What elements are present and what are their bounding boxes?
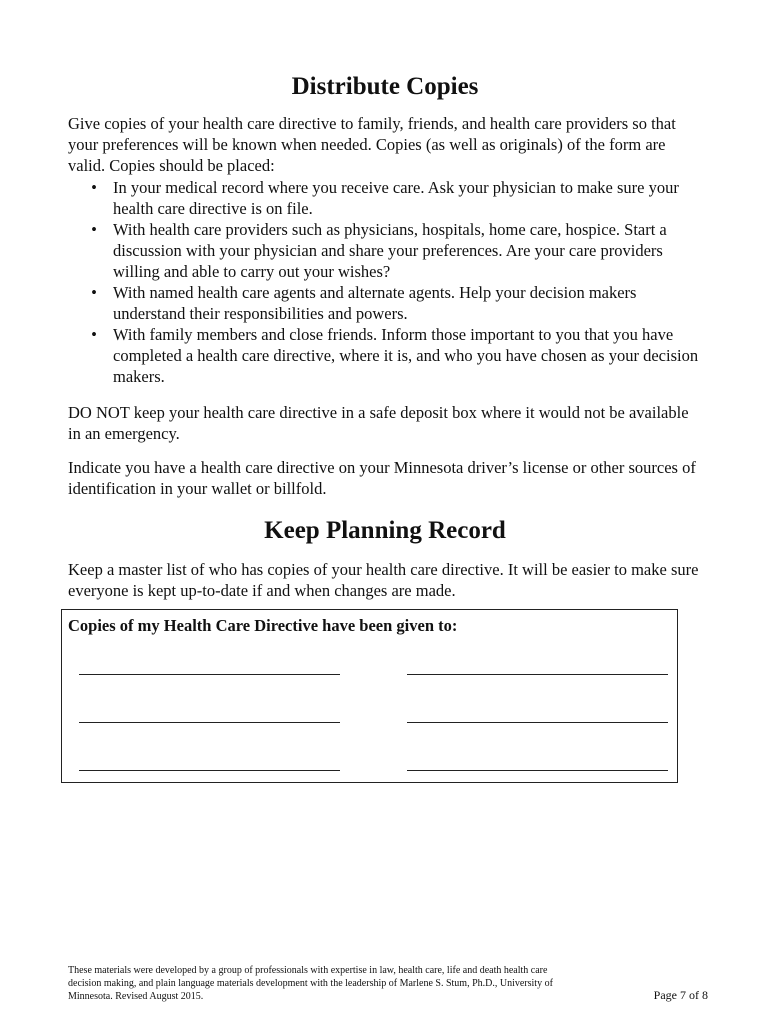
bullet-icon: • bbox=[91, 283, 97, 302]
bullet-item bbox=[68, 282, 700, 324]
bullet-text: In your medical record where you receive care. Ask your physician to make sure your health care directive is on file. bbox=[113, 178, 679, 218]
keep-intro-paragraph: Keep a master list of who has copies of your health care directive. It will be easier to make sure everyone is kept up-to-date if and when changes are made. bbox=[68, 560, 699, 600]
recipient-fill-line[interactable] bbox=[79, 770, 340, 771]
recipient-fill-line[interactable] bbox=[407, 722, 668, 723]
indicate-paragraph: Indicate you have a health care directive on your Minnesota driver’s license or other sources of identification in your wallet or billfold. bbox=[68, 458, 696, 498]
bullet-text: With family members and close friends. Inform those important to you that you have completed a health care directive, where it is, and who you have chosen as your decision makers. bbox=[113, 325, 699, 386]
section-heading-keep-planning-record: Keep Planning Record bbox=[264, 517, 506, 544]
distribute-intro-paragraph: Give copies of your health care directive to family, friends, and health care providers so that your preferences will be known when needed. Copies (as well as originals) of the form are valid. Copies should be placed: bbox=[68, 114, 676, 175]
recipient-fill-line[interactable] bbox=[407, 674, 668, 675]
bullet-icon: • bbox=[91, 325, 97, 344]
page-number: Page 7 of 8 bbox=[653, 988, 708, 1002]
recipient-fill-line[interactable] bbox=[79, 674, 340, 675]
bullet-text: With health care providers such as physicians, hospitals, home care, hospice. Start a discussion with your physician and share your preferences. Are your care providers willing and able to carry out your wishes? bbox=[113, 220, 667, 281]
do-not-paragraph: DO NOT keep your health care directive in a safe deposit box where it would not be available in an emergency. bbox=[68, 403, 689, 443]
bullet-icon: • bbox=[91, 178, 97, 197]
bullet-item bbox=[68, 219, 700, 282]
copies-box-title: Copies of my Health Care Directive have been given to: bbox=[68, 616, 458, 635]
recipient-fill-line[interactable] bbox=[79, 722, 340, 723]
recipient-fill-line[interactable] bbox=[407, 770, 668, 771]
footer-credits: These materials were developed by a group of professionals with expertise in law, health care, life and death health care decision making, and plain language materials development with the leadership of Marlene S. Stum, Ph.D., University of Minnesota. Revised August 2015. bbox=[68, 965, 553, 1002]
section-heading-distribute-copies: Distribute Copies bbox=[291, 73, 479, 100]
bullet-icon: • bbox=[91, 220, 97, 239]
placement-bullet-list bbox=[68, 177, 700, 387]
copies-record-box bbox=[61, 609, 678, 783]
bullet-item bbox=[68, 324, 700, 387]
bullet-item bbox=[68, 177, 700, 219]
bullet-text: With named health care agents and alternate agents. Help your decision makers understand their responsibilities and powers. bbox=[113, 283, 637, 323]
